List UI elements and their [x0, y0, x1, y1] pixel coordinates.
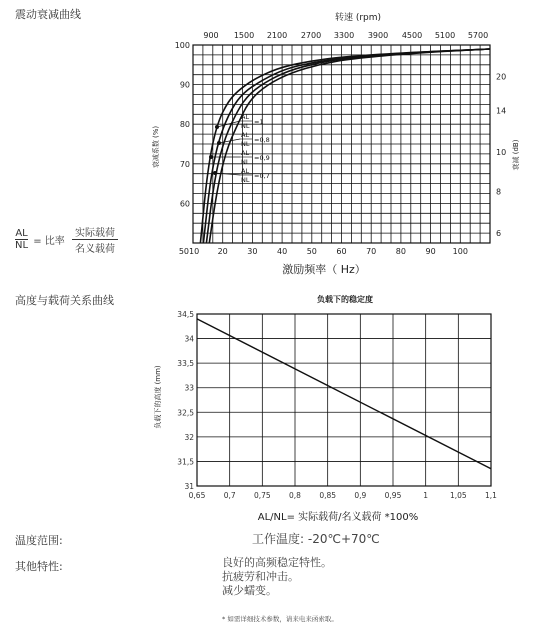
height-load-chart — [0, 290, 537, 530]
damping-right-tick-label: 6 — [496, 229, 502, 239]
damping-label-nl: NL — [241, 140, 250, 148]
formula-eq: = 比率 — [33, 236, 65, 247]
damping-y-tick-label: 60 — [179, 199, 190, 209]
damping-right-axis-label: 衰减 (dB) — [512, 139, 520, 171]
height-x-axis-label: AL/NL= 实际载荷/名义载荷 *100% — [257, 512, 419, 523]
height-y-tick-label: 32,5 — [177, 408, 194, 418]
damping-top-axis-title: 转速 (rpm) — [334, 13, 382, 23]
damping-label-value: =0,9 — [254, 154, 270, 162]
height-x-tick-label: 0,95 — [384, 491, 402, 500]
formula-numerator: 实际载荷 — [72, 224, 118, 240]
damping-x-axis-label: 激励频率（ Hz） — [282, 263, 366, 276]
height-x-tick-label: 0,8 — [289, 491, 301, 500]
temperature-value: -20℃+70℃ — [307, 532, 380, 546]
damping-x-tick-label: 70 — [366, 247, 377, 256]
damping-label-nl: NL — [241, 176, 250, 184]
height-y-tick-label: 31 — [184, 482, 194, 491]
damping-label-al: AL — [241, 131, 250, 139]
height-y-tick-label: 34,5 — [177, 310, 194, 319]
damping-right-tick-label: 8 — [496, 187, 502, 197]
damping-right-tick-label: 20 — [496, 72, 507, 82]
height-y-tick-label: 33,5 — [177, 359, 194, 369]
properties-list — [222, 556, 332, 598]
damping-top-tick-label: 2100 — [266, 31, 288, 40]
damping-top-tick-label: 4500 — [401, 31, 423, 40]
damping-top-tick-label: 900 — [203, 31, 219, 40]
formula-nl: NL — [15, 240, 29, 251]
damping-x-tick-label: 30 — [247, 247, 258, 256]
height-y-tick-label: 31,5 — [177, 457, 194, 467]
damping-top-tick-label: 2700 — [300, 31, 322, 40]
height-x-tick-label: 0,65 — [188, 491, 206, 500]
footnote: * 如需详细技术参数，请来电来函索取。 — [222, 615, 338, 623]
temperature-section-label: 温度范围: — [15, 534, 63, 547]
damping-label-value: =0,8 — [254, 136, 270, 144]
property-item: 减少蠕变。 — [222, 584, 277, 597]
height-x-tick-label: 0,85 — [319, 491, 337, 500]
formula-denominator: 名义载荷 — [75, 244, 115, 255]
height-plot-frame — [197, 314, 491, 486]
damping-x-tick-label: 40 — [277, 247, 288, 256]
damping-top-tick-label: 3900 — [367, 31, 389, 40]
height-y-tick-label: 32 — [184, 432, 194, 442]
damping-top-tick-label: 5700 — [467, 31, 489, 40]
height-chart-title: 负载下的稳定度 — [317, 295, 373, 304]
height-x-tick-label: 0,7 — [223, 491, 236, 500]
damping-x-tick-label: 20 — [217, 247, 228, 256]
damping-section-title: 震动衰减曲线 — [15, 8, 81, 21]
damping-label-nl: NL — [241, 122, 250, 130]
damping-top-tick-label: 5100 — [434, 31, 456, 40]
formula-al: AL — [15, 228, 28, 239]
height-x-tick-label: 0,9 — [354, 491, 367, 500]
damping-label-nl: NL — [241, 158, 250, 166]
damping-x-tick-label: 60 — [336, 247, 347, 256]
height-x-tick-label: 1 — [423, 491, 429, 500]
property-item: 良好的高频稳定特性。 — [222, 556, 332, 569]
temperature-label: 工作温度: — [252, 532, 305, 546]
height-y-axis-label: 负载下的高度 (mm) — [154, 365, 162, 429]
height-y-tick-label: 33 — [184, 383, 194, 393]
damping-y-axis-label: 衰减系数 (%) — [152, 125, 160, 169]
height-y-tick-label: 34 — [184, 334, 194, 344]
damping-label-al: AL — [241, 113, 250, 121]
height-x-tick-label: 1,1 — [485, 491, 497, 500]
property-item: 抗疲劳和冲击。 — [222, 570, 299, 583]
height-x-tick-label: 1,05 — [449, 491, 467, 500]
height-section-title: 高度与载荷关系曲线 — [15, 294, 114, 307]
damping-right-tick-label: 10 — [496, 147, 507, 157]
height-x-tick-label: 0,75 — [253, 491, 271, 500]
damping-label-value: =0,7 — [254, 172, 270, 180]
damping-x-tick-label: 80 — [395, 247, 406, 256]
damping-right-tick-label: 14 — [496, 106, 507, 116]
damping-top-tick-label: 3300 — [333, 31, 355, 40]
damping-y-tick-label: 70 — [179, 159, 190, 169]
damping-label-al: AL — [241, 149, 250, 157]
damping-chart — [0, 0, 537, 290]
damping-y-tick-label: 100 — [174, 41, 190, 50]
damping-label-value: =1 — [254, 118, 264, 126]
damping-top-tick-label: 1500 — [233, 31, 255, 40]
other-properties-label: 其他特性: — [15, 560, 63, 573]
damping-x-tick-label: 50 — [306, 247, 317, 256]
damping-y-tick-label: 90 — [179, 80, 190, 90]
operating-temperature — [252, 530, 380, 547]
damping-x-tick-label: 5010 — [178, 247, 200, 256]
damping-y-tick-label: 80 — [179, 120, 190, 130]
damping-x-tick-label: 100 — [452, 247, 468, 256]
damping-x-tick-label: 90 — [425, 247, 436, 256]
height-grid — [177, 310, 497, 500]
damping-label-al: AL — [241, 167, 250, 175]
